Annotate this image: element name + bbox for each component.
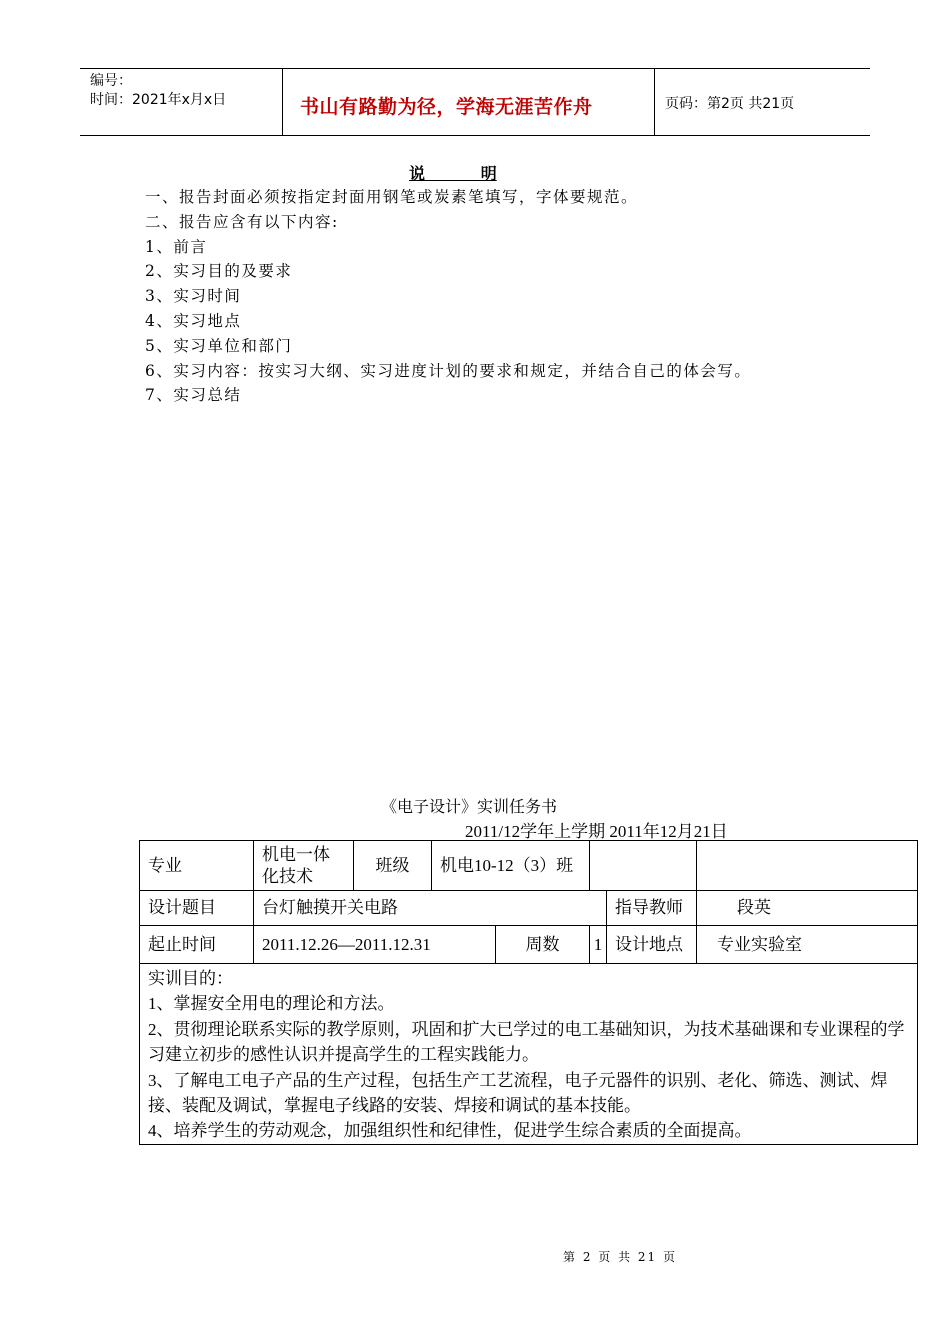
instructions-title: 说 明: [409, 164, 497, 183]
period-value: 2011.12.26—2011.12.31: [254, 926, 496, 964]
instruction-item: 一、报告封面必须按指定封面用钢笔或炭素笔填写，字体要规范。: [145, 188, 639, 206]
page-footer: 第 2 页 共 21 页: [563, 1250, 677, 1264]
instruction-item: 1、前言: [145, 237, 208, 256]
header-number-label: 编号：: [90, 73, 132, 89]
purpose-item: 4、培养学生的劳动观念，加强组织性和纪律性，促进学生综合素质的全面提高。: [148, 1121, 752, 1141]
purpose-item: 2、贯彻理论联系实际的教学原则，巩固和扩大已学过的电工基础知识，为技术基础课和专业课程的学习建立初步的感性认识并提高学生的工程实践能力。: [148, 1019, 905, 1065]
topic-value: 台灯触摸开关电路: [254, 891, 607, 926]
instructions-list: [145, 185, 751, 408]
instruction-item: 4、实习地点: [145, 311, 242, 330]
class-label: 班级: [354, 841, 432, 891]
task-row-purpose: [140, 964, 918, 1145]
location-value: 专业实验室: [697, 926, 918, 964]
header-time-label: 时间：2021年x月x日: [90, 92, 227, 108]
topic-label: 设计题目: [140, 891, 254, 926]
header-divider-left: [282, 68, 283, 135]
period-label: 起止时间: [140, 926, 254, 964]
header-bottom-rule: [80, 135, 870, 136]
teacher-value: 段英: [697, 891, 918, 926]
weeks-label: 周数: [496, 926, 590, 964]
blank-cell-2: [697, 841, 918, 891]
purpose-item: 3、了解电工电子产品的生产过程，包括生产工艺流程，电子元器件的识别、老化、筛选、测试、焊接、装配及调试，掌握电子线路的安装、焊接和调试的基本技能。: [148, 1070, 888, 1116]
purpose-item: 1、掌握安全用电的理论和方法。: [148, 994, 395, 1014]
location-label: 设计地点: [607, 926, 697, 964]
purpose-heading: 实训目的：: [148, 969, 233, 988]
instruction-item: 6、实习内容：按实习大纲、实习进度计划的要求和规定，并结合自己的体会写。: [145, 361, 752, 380]
header-page-info: 页码：第2页 共21页: [665, 96, 795, 112]
header-motto: 书山有路勤为径，学海无涯苦作舟: [300, 96, 593, 118]
instruction-item: 5、实习单位和部门: [145, 336, 293, 355]
instruction-item: 2、实习目的及要求: [145, 262, 293, 281]
task-row-period: [140, 926, 918, 964]
header-top-rule: [80, 68, 870, 69]
instruction-item: 3、实习时间: [145, 287, 242, 306]
major-value: 机电一体化技术: [254, 841, 354, 891]
blank-cell-1: [590, 841, 697, 891]
teacher-label: 指导教师: [607, 891, 697, 926]
task-book-title: 《电子设计》实训任务书: [381, 797, 558, 816]
header-divider-right: [654, 68, 655, 135]
purpose-cell: [140, 964, 918, 1145]
weeks-value: 1: [590, 926, 607, 964]
task-table: [139, 840, 918, 1145]
task-book-subtitle: 2011/12学年上学期 2011年12月21日: [465, 822, 728, 841]
instruction-item: 二、报告应含有以下内容:: [145, 212, 339, 231]
task-row-major: [140, 841, 918, 891]
class-value: 机电10-12（3）班: [432, 841, 590, 891]
task-row-topic: [140, 891, 918, 926]
instruction-item: 7、实习总结: [145, 386, 242, 405]
major-label: 专业: [140, 841, 254, 891]
